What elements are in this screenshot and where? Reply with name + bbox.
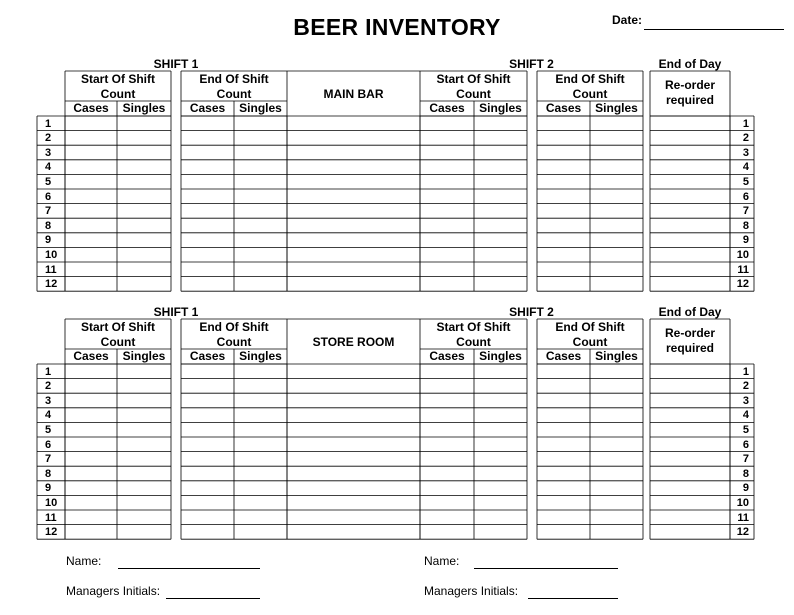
start-of-shift-count-header-2: Start Of Shift Count <box>436 320 511 349</box>
row-number-left: 10 <box>45 248 58 261</box>
row-number-left: 2 <box>45 132 52 145</box>
row-number-left: 5 <box>45 175 52 188</box>
row-number-left: 12 <box>45 526 58 539</box>
singles-header: Singles <box>239 349 282 363</box>
singles-header: Singles <box>479 349 522 363</box>
location-label: STORE ROOM <box>312 335 395 349</box>
row-number-left: 4 <box>45 161 52 174</box>
row-number-left: 10 <box>45 496 58 509</box>
cases-header: Cases <box>73 349 109 363</box>
row-number-left: 3 <box>45 394 52 407</box>
cases-header: Cases <box>73 101 109 115</box>
start-of-shift-count-header: Start Of Shift Count <box>81 320 155 349</box>
row-number-left: 3 <box>45 146 52 159</box>
shift2-label: SHIFT 2 <box>509 57 554 71</box>
row-number-left: 6 <box>45 438 52 451</box>
reorder-required-header: Re-order required <box>664 326 715 355</box>
row-number-right: 3 <box>742 146 749 159</box>
row-number-right: 5 <box>742 423 749 436</box>
row-number-right: 12 <box>736 526 749 539</box>
row-number-left: 12 <box>45 278 58 291</box>
row-number-left: 11 <box>45 511 57 524</box>
end-of-day-label: End of Day <box>658 305 722 319</box>
row-number-right: 11 <box>737 511 749 524</box>
row-number-left: 1 <box>45 365 52 378</box>
cases-header: Cases <box>545 349 582 363</box>
cases-header: Cases <box>189 349 226 363</box>
shift1-label: SHIFT 1 <box>153 305 199 319</box>
row-number-right: 10 <box>736 248 749 261</box>
start-of-shift-count-header-2: Start Of Shift Count <box>436 72 511 101</box>
date-label: Date: <box>612 13 643 27</box>
shift2-label: SHIFT 2 <box>509 305 554 319</box>
cases-header: Cases <box>189 101 226 115</box>
row-number-right: 2 <box>742 380 749 393</box>
row-number-right: 4 <box>742 409 749 422</box>
row-number-right: 9 <box>742 234 749 247</box>
managers-initials-label-left: Managers Initials: <box>66 584 161 598</box>
end-of-shift-count-header-2: End Of Shift Count <box>555 72 625 101</box>
singles-header: Singles <box>595 101 638 115</box>
location-label: MAIN BAR <box>323 87 384 101</box>
cases-header: Cases <box>429 101 465 115</box>
managers-initials-label-right: Managers Initials: <box>424 584 519 598</box>
singles-header: Singles <box>122 101 166 115</box>
row-number-right: 12 <box>736 278 749 291</box>
row-number-left: 8 <box>45 467 52 480</box>
shift1-label: SHIFT 1 <box>153 57 199 71</box>
row-number-right: 5 <box>742 175 749 188</box>
row-number-left: 7 <box>45 205 52 218</box>
row-number-right: 1 <box>742 117 749 130</box>
cases-header: Cases <box>545 101 582 115</box>
row-number-right: 1 <box>742 365 749 378</box>
row-number-left: 2 <box>45 380 52 393</box>
row-number-right: 10 <box>736 496 749 509</box>
row-number-left: 4 <box>45 409 52 422</box>
row-number-left: 9 <box>45 482 52 495</box>
managers-initials-field-left[interactable] <box>166 598 260 599</box>
name-label-left: Name: <box>66 554 102 568</box>
row-number-right: 6 <box>742 190 749 203</box>
managers-initials-field-right[interactable] <box>528 598 618 599</box>
row-number-right: 11 <box>737 263 749 276</box>
singles-header: Singles <box>239 101 282 115</box>
end-of-shift-count-header: End Of Shift Count <box>199 320 269 349</box>
end-of-shift-count-header: End Of Shift Count <box>199 72 269 101</box>
singles-header: Singles <box>122 349 166 363</box>
row-number-left: 8 <box>45 219 52 232</box>
row-number-left: 1 <box>45 117 52 130</box>
end-of-day-label: End of Day <box>658 57 722 71</box>
start-of-shift-count-header: Start Of Shift Count <box>81 72 155 101</box>
row-number-right: 9 <box>742 482 749 495</box>
row-number-left: 9 <box>45 234 52 247</box>
cases-header: Cases <box>429 349 465 363</box>
row-number-right: 6 <box>742 438 749 451</box>
row-number-right: 8 <box>742 467 749 480</box>
name-field-right[interactable] <box>474 568 618 569</box>
row-number-right: 7 <box>742 453 749 466</box>
page-title: BEER INVENTORY <box>293 14 501 40</box>
row-number-left: 7 <box>45 453 52 466</box>
row-number-right: 3 <box>742 394 749 407</box>
row-number-left: 5 <box>45 423 52 436</box>
singles-header: Singles <box>479 101 522 115</box>
row-number-left: 6 <box>45 190 52 203</box>
end-of-shift-count-header-2: End Of Shift Count <box>555 320 625 349</box>
row-number-right: 2 <box>742 132 749 145</box>
name-field-left[interactable] <box>118 568 260 569</box>
name-label-right: Name: <box>424 554 460 568</box>
row-number-right: 4 <box>742 161 749 174</box>
row-number-right: 8 <box>742 219 749 232</box>
singles-header: Singles <box>595 349 638 363</box>
row-number-left: 11 <box>45 263 57 276</box>
row-number-right: 7 <box>742 205 749 218</box>
reorder-required-header: Re-order required <box>664 78 715 107</box>
